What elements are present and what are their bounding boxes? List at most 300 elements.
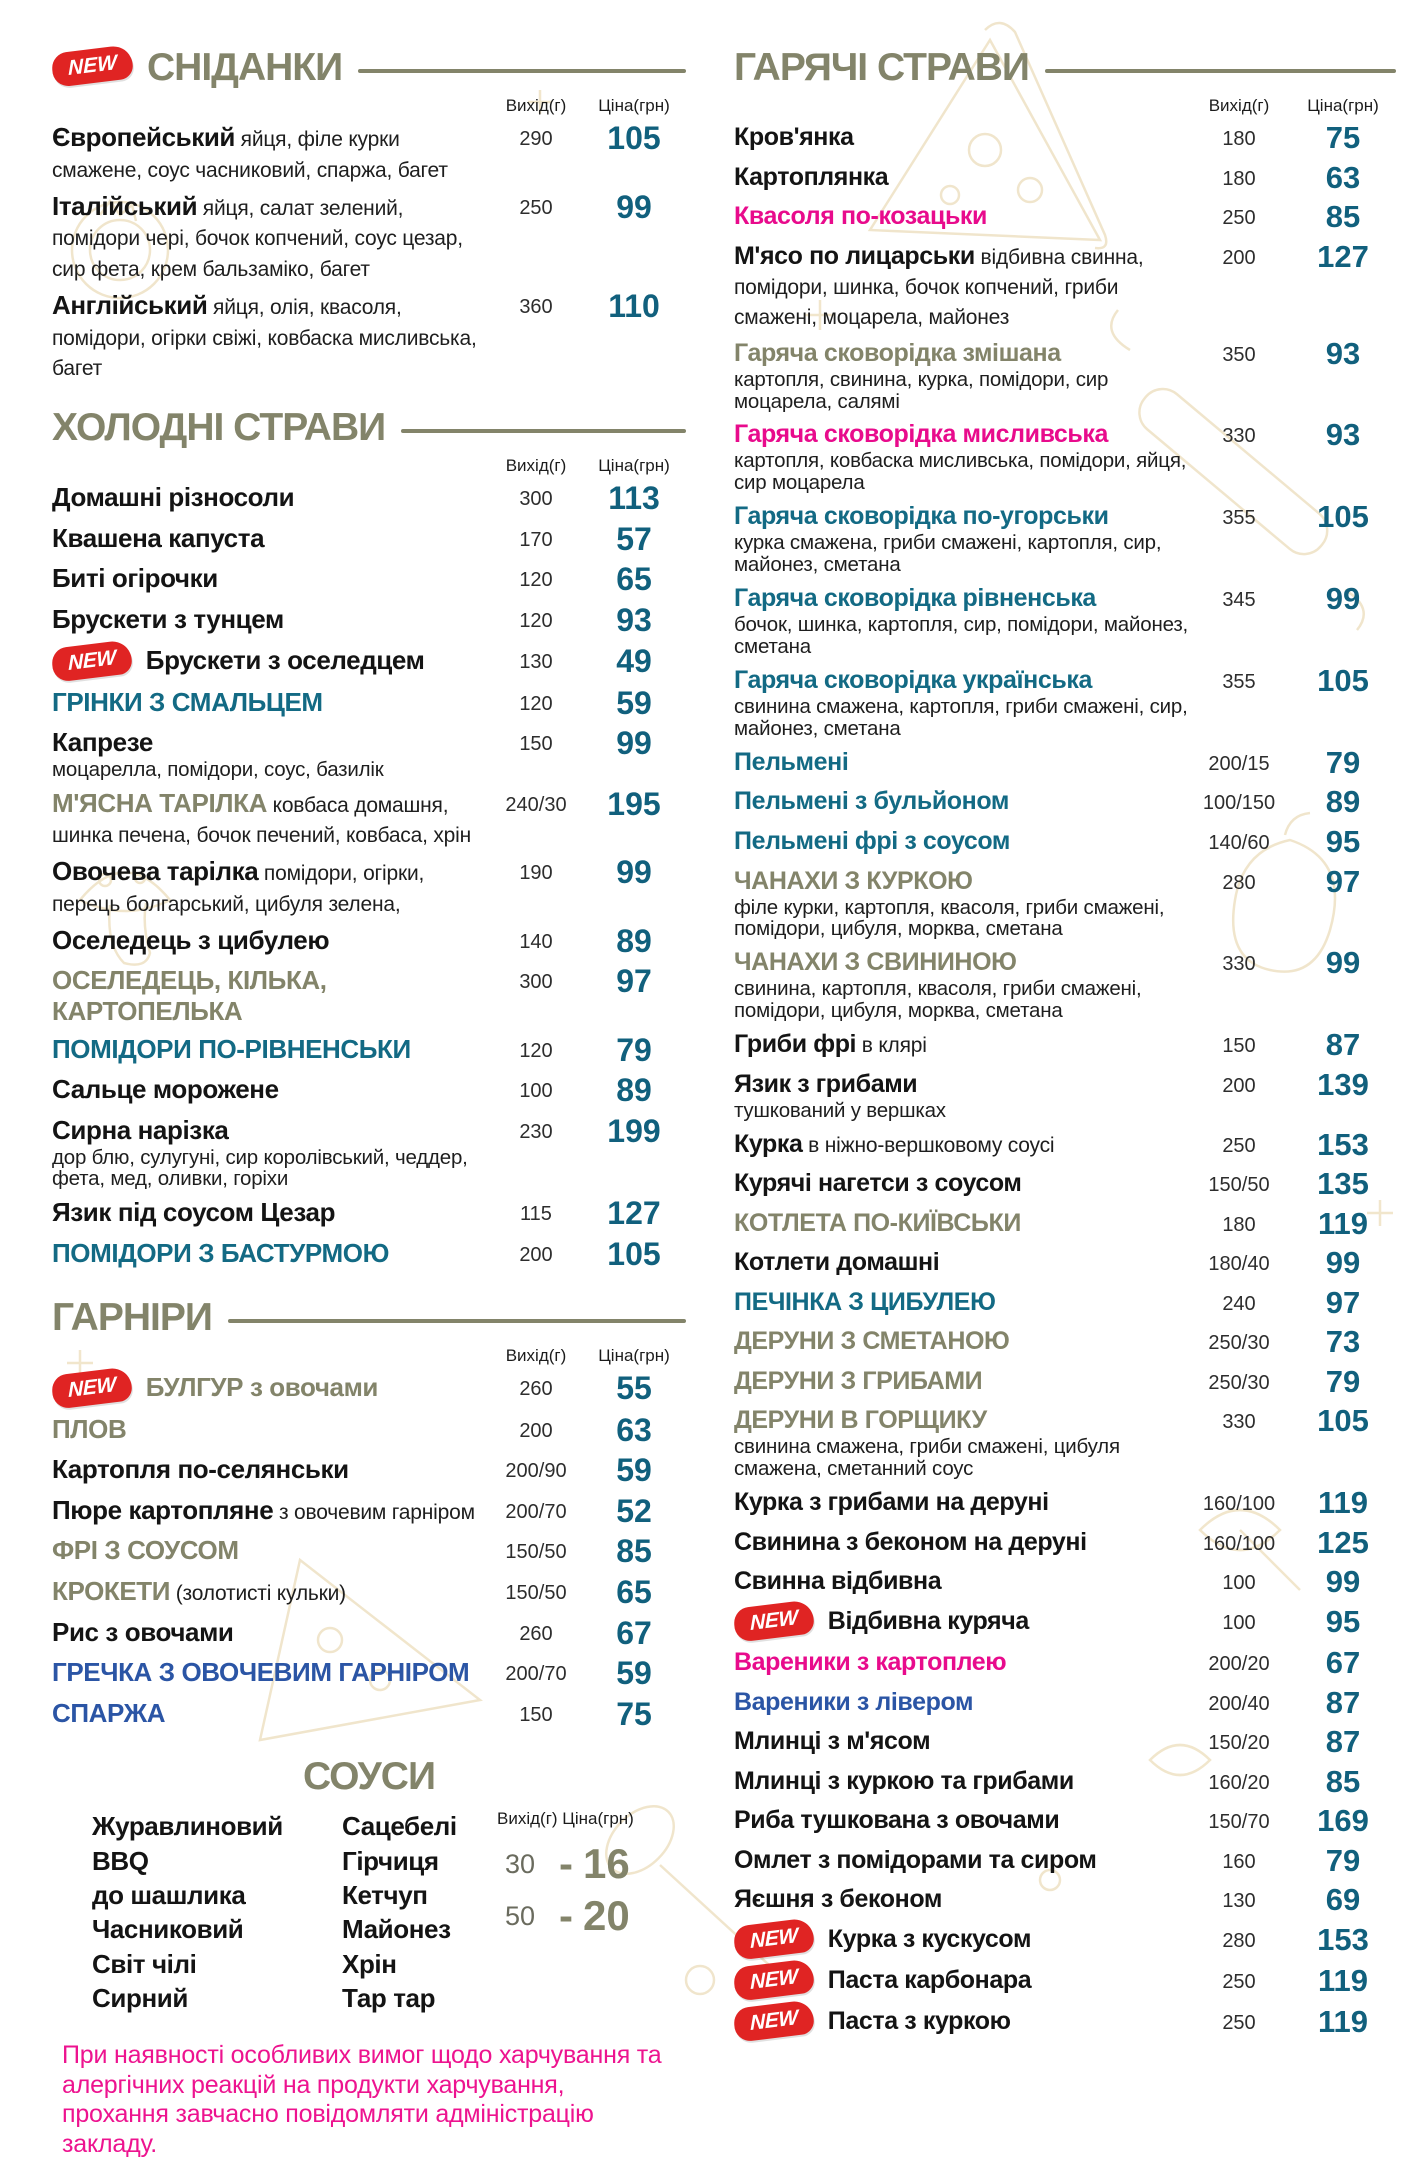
item-title: Пельмені [734, 747, 849, 776]
item-price: 79 [1325, 1842, 1361, 1878]
item-text [52, 1454, 490, 1485]
item-text [52, 1238, 490, 1269]
menu-item-row [734, 1726, 1396, 1759]
item-weight: 120 [519, 1039, 553, 1062]
item-weight: 180 [1222, 128, 1256, 150]
item-title: Оселедець з цибулею [52, 924, 330, 955]
item-title: Паста карбонара [827, 1965, 1032, 1994]
sauce-portion-row [505, 1892, 686, 1940]
item-weight: 330 [1222, 425, 1256, 448]
item-weight: 360 [519, 295, 553, 318]
item-text [52, 1197, 490, 1228]
item-price: 57 [616, 520, 652, 557]
new-badge: NEW [52, 44, 133, 88]
item-price: 52 [616, 1492, 652, 1529]
item-description: яйця, салат зелений, помідори чері, бочок копчений, соус цезар, сир фета, крем бальзаміко, багет [52, 196, 463, 282]
column-labels [52, 96, 686, 116]
item-title: Гаряча сковорідка по-угорськи [734, 502, 1109, 531]
item-text [734, 1766, 1188, 1796]
item-weight: 120 [519, 692, 553, 715]
menu-item-row [52, 1573, 686, 1610]
item-weight: 200/70 [505, 1500, 567, 1523]
item-price: 97 [1325, 1284, 1361, 1320]
item-text [52, 687, 490, 718]
item-text [52, 727, 490, 781]
item-price: 89 [616, 1072, 652, 1109]
section-sauces [52, 1755, 686, 2015]
menu-item-row [52, 1197, 686, 1231]
item-title: Паста з куркою [827, 2006, 1011, 2035]
item-title: ФРІ З СОУСОМ [52, 1535, 239, 1566]
item-description: картопля, свинина, курка, помідори, сир моцарела, салямі [734, 367, 1109, 413]
item-text [734, 1924, 1188, 1958]
item-title: Омлет з помідорами та сиром [734, 1845, 1097, 1874]
menu-item-row [734, 1326, 1396, 1359]
section-breakfast [52, 46, 686, 382]
item-price: 79 [1325, 1363, 1361, 1399]
item-text [734, 747, 1188, 777]
price-column-label: Ціна(грн) [598, 96, 670, 115]
menu-item-row [52, 1235, 686, 1272]
menu-item-row [734, 1126, 1396, 1162]
new-badge: NEW [734, 1958, 814, 2002]
column-labels [52, 456, 686, 476]
item-text [52, 1414, 490, 1445]
item-text [734, 1366, 1188, 1396]
new-badge: NEW [52, 1366, 132, 1410]
item-price: 99 [616, 854, 652, 891]
item-text [734, 1069, 1188, 1122]
item-price: 63 [1325, 159, 1361, 195]
item-price: 65 [616, 561, 652, 598]
item-title: ДЕРУНИ З СМЕТАНОЮ [734, 1327, 1010, 1356]
item-price: 119 [1317, 2003, 1368, 2039]
item-weight: 250 [1222, 2011, 1256, 2034]
item-price: 59 [616, 684, 652, 721]
item-weight: 280 [1222, 871, 1256, 894]
item-title: Відбивна куряча [827, 1606, 1029, 1635]
item-weight: 200/15 [1208, 752, 1270, 775]
item-text [734, 1965, 1188, 1999]
item-title: Свинина з беконом на деруні [734, 1527, 1087, 1556]
menu-item-row [52, 785, 686, 850]
item-price: 79 [616, 1031, 652, 1068]
item-price: 135 [1317, 1166, 1369, 1202]
menu-item-row [734, 583, 1396, 658]
sauce-name: Хрін [342, 1948, 397, 1979]
sauce-name: Майонез [342, 1914, 451, 1945]
item-price: 65 [616, 1573, 652, 1610]
menu-item-row [734, 1363, 1396, 1399]
menu-item-row [52, 287, 686, 382]
item-text [734, 162, 1188, 192]
item-price: 105 [607, 120, 661, 156]
menu-item-row [52, 1454, 686, 1488]
item-title: Англійський [52, 289, 208, 320]
menu-item-row [734, 1763, 1396, 1799]
item-title: КРОКЕТИ [52, 1575, 171, 1606]
item-price: 99 [1325, 1564, 1361, 1600]
item-title: Вареники з лівером [734, 1687, 974, 1716]
item-text [52, 1617, 490, 1648]
menu-item-row [52, 1614, 686, 1651]
item-weight: 200 [1222, 1074, 1256, 1097]
item-title: Кров'янка [734, 123, 854, 151]
item-text [52, 1698, 490, 1729]
item-price: 67 [1325, 1644, 1361, 1680]
item-title: Європейський [52, 122, 236, 152]
item-title: ДЕРУНИ В ГОРЩИКУ [734, 1406, 987, 1435]
item-text [734, 947, 1188, 1022]
portion-price: 20 [583, 1892, 630, 1940]
item-price: 153 [1317, 1921, 1369, 1957]
item-text [52, 122, 490, 184]
sauce-name: до шашлика [92, 1879, 246, 1910]
item-text [734, 122, 1188, 152]
item-text [52, 1034, 490, 1065]
item-weight: 260 [519, 1377, 553, 1400]
item-price: 99 [1325, 945, 1361, 981]
menu-item-row [734, 744, 1396, 780]
item-text [734, 826, 1188, 856]
item-text [52, 563, 490, 594]
item-text [734, 419, 1188, 494]
item-title: Капрезе [52, 727, 153, 758]
item-title: Курячі нагетси з соусом [734, 1169, 1022, 1198]
column-labels [52, 1346, 686, 1366]
menu-item-row [734, 1962, 1396, 1999]
sauce-name: Сацебелі [342, 1811, 457, 1842]
item-weight: 300 [519, 488, 553, 511]
item-text [52, 1657, 490, 1688]
item-price: 75 [616, 1695, 652, 1732]
menu-item-row [734, 786, 1396, 819]
item-title: Пельмені фрі з соусом [734, 826, 1010, 855]
item-price: 95 [1325, 823, 1361, 859]
item-title: Овочева тарілка [52, 856, 259, 887]
item-price: 169 [1317, 1803, 1369, 1839]
item-description: яйця, філе курки смажене, соус часниковий, спаржа, багет [52, 128, 448, 182]
item-weight: 150/50 [1208, 1174, 1270, 1197]
price-column-label: Ціна(грн) [598, 456, 670, 476]
item-text [734, 1287, 1188, 1317]
item-title: Курка [734, 1129, 803, 1158]
item-weight: 115 [520, 1203, 552, 1226]
item-title: Італійський [52, 190, 198, 221]
item-text [52, 925, 490, 956]
item-weight: 240/30 [505, 793, 567, 816]
item-weight: 280 [1222, 1929, 1256, 1952]
item-title: ПЕЧІНКА З ЦИБУЛЕЮ [734, 1287, 996, 1316]
item-text [734, 1326, 1188, 1356]
menu-item-row [52, 1657, 686, 1691]
menu-item-row [734, 1884, 1396, 1917]
portion-dash: - [559, 1892, 574, 1940]
item-text [734, 501, 1188, 576]
new-badge: NEW [734, 1999, 814, 2043]
item-text [52, 1074, 490, 1105]
menu-item-row [52, 1074, 686, 1108]
item-price: 127 [1317, 238, 1369, 274]
item-title: Курка з кускусом [827, 1924, 1032, 1953]
item-title: М'ЯСНА ТАРІЛКА [52, 787, 267, 818]
item-title: Брускети з оселедцем [145, 644, 425, 675]
item-title: ПЛОВ [52, 1413, 127, 1444]
item-text [734, 338, 1188, 413]
section-cold-dishes [52, 406, 686, 1271]
item-weight: 140 [519, 930, 553, 953]
item-text [52, 604, 490, 635]
section-title: СОУСИ [302, 1755, 435, 1799]
item-weight: 160/100 [1202, 1493, 1276, 1516]
item-weight: 180/40 [1208, 1253, 1270, 1276]
portion-weight: 30 [505, 1848, 536, 1879]
menu-item-row [52, 482, 686, 516]
item-weight: 200/20 [1208, 1652, 1270, 1675]
item-price: 99 [1325, 1245, 1361, 1281]
item-price: 55 [616, 1369, 652, 1406]
item-title: Гаряча сковорідка змішана [734, 338, 1061, 367]
item-text [734, 1845, 1188, 1875]
menu-item-row [734, 1644, 1396, 1680]
item-weight: 150 [519, 1703, 553, 1726]
menu-item-row [734, 1487, 1396, 1520]
item-weight: 130 [1222, 1890, 1256, 1913]
item-weight: 330 [1222, 1411, 1256, 1434]
menu-item-row [734, 1168, 1396, 1201]
item-title: Язик під соусом Цезар [52, 1197, 336, 1228]
menu-item-row [52, 188, 686, 283]
item-price: 99 [1325, 581, 1361, 617]
menu-item-row [52, 642, 686, 680]
item-weight: 330 [1222, 953, 1256, 976]
item-title: Квасоля по-козацьки [734, 202, 988, 231]
menu-item-row [734, 1029, 1396, 1062]
item-weight: 150/70 [1208, 1811, 1270, 1834]
item-title: Млинці з куркою та грибами [734, 1766, 1074, 1795]
item-description: тушкований у вершках [734, 1098, 946, 1122]
section-side-dishes [52, 1296, 686, 1732]
item-weight: 150 [519, 733, 553, 756]
item-text [734, 866, 1188, 941]
item-weight: 150 [1222, 1035, 1256, 1058]
header-rule [228, 1319, 686, 1323]
menu-item-row [734, 1921, 1396, 1958]
item-text [734, 665, 1188, 740]
item-title: СПАРЖА [52, 1697, 166, 1728]
item-price: 89 [1325, 784, 1361, 820]
item-weight: 200 [519, 1419, 553, 1442]
left-column [0, 0, 690, 2158]
item-text [734, 1168, 1188, 1198]
item-weight: 160 [1222, 1850, 1256, 1873]
menu-item-row [734, 201, 1396, 234]
section-header [52, 1755, 686, 1799]
sauce-portion-row [505, 1840, 686, 1888]
item-price: 110 [608, 287, 660, 324]
section-hot-dishes [734, 46, 1396, 2040]
item-text [52, 788, 490, 850]
sauce-name: BBQ [92, 1845, 149, 1876]
item-price: 105 [607, 1235, 661, 1272]
item-text [52, 523, 490, 554]
sauce-name: Журавлиновий [92, 1811, 283, 1842]
item-description: ковбаса домашня, шинка печена, бочок печений, ковбаса, хрін [52, 793, 471, 848]
item-text [734, 1726, 1188, 1756]
item-price: 87 [1325, 1724, 1361, 1760]
menu-item-row [734, 419, 1396, 494]
menu-item-row [734, 1205, 1396, 1241]
item-description: відбивна свинна, помідори, шинка, бочок копчений, гриби смажені, моцарела, майонез [734, 245, 1144, 329]
sauce-list-right [302, 1809, 487, 2015]
item-text [52, 1535, 490, 1566]
item-title: ГРІНКИ З СМАЛЬЦЕМ [52, 686, 323, 717]
item-price: 195 [607, 785, 661, 822]
menu-item-row [52, 727, 686, 781]
item-title: Язик з грибами [734, 1069, 918, 1098]
item-description: курка смажена, гриби смажені, картопля, сир, майонез, сметана [734, 531, 1162, 577]
item-description: філе курки, картопля, квасоля, гриби смажені, помідори, цибуля, морква, сметана [734, 895, 1165, 941]
item-price: 127 [607, 1195, 661, 1232]
item-text [52, 1576, 490, 1607]
item-title: Рис з овочами [52, 1616, 234, 1647]
sauce-name: Сирний [92, 1982, 188, 2013]
item-price: 99 [616, 188, 652, 225]
item-title: Картоплянка [734, 162, 889, 191]
item-text [52, 1372, 490, 1407]
item-title: Яєшня з беконом [734, 1885, 942, 1914]
menu-item-row [52, 1492, 686, 1529]
item-title: Вареники з картоплею [734, 1647, 1007, 1676]
menu-item-row [734, 1524, 1396, 1560]
item-title: Гаряча сковорідка мисливська [734, 420, 1109, 449]
weight-column-label: Вихід(г) [505, 96, 567, 115]
item-weight: 170 [519, 528, 553, 551]
item-weight: 100 [1222, 1572, 1256, 1595]
item-title: БУЛГУР з овочами [145, 1371, 379, 1402]
sauce-name: Часниковий [92, 1914, 244, 1945]
menu-item-row [734, 2003, 1396, 2040]
section-title: ГАРНІРИ [52, 1295, 212, 1339]
menu-item-row [52, 520, 686, 557]
item-title: Биті огірочки [52, 563, 218, 594]
item-weight: 150/50 [505, 1541, 567, 1564]
item-description: (золотисті кульки) [170, 1581, 346, 1605]
item-title: ОСЕЛЕДЕЦЬ, КІЛЬКА, КАРТОПЕЛЬКА [52, 965, 327, 1027]
menu-item-row [734, 1805, 1396, 1838]
item-title: Квашена капуста [52, 522, 265, 553]
item-title: КОТЛЕТА ПО-КИЇВСЬКИ [734, 1208, 1021, 1237]
portion-dash: - [559, 1840, 574, 1888]
item-text [734, 241, 1188, 331]
item-description: картопля, ковбаска мисливська, помідори, яйця, сир моцарела [734, 449, 1187, 495]
sauces-body [52, 1809, 686, 2015]
item-weight: 290 [519, 128, 553, 150]
menu-item-row [734, 823, 1396, 859]
item-description: в клярі [856, 1034, 927, 1058]
item-text [734, 1647, 1188, 1677]
item-weight: 130 [519, 650, 553, 673]
item-weight: 120 [519, 569, 553, 592]
menu-item-row [734, 335, 1396, 413]
menu-item-row [734, 122, 1396, 155]
item-weight: 300 [519, 971, 553, 994]
item-text [52, 1495, 490, 1526]
item-text [734, 1405, 1188, 1480]
item-price: 105 [1317, 1403, 1369, 1439]
item-text [52, 290, 490, 382]
menu-item-row [52, 122, 686, 184]
section-header [52, 1296, 686, 1340]
sauce-name: Тар тар [342, 1982, 436, 2013]
item-price: 99 [616, 725, 652, 762]
menu-item-row [734, 1247, 1396, 1280]
item-title: ЧАНАХИ З КУРКОЮ [734, 866, 973, 895]
item-weight: 250/30 [1208, 1332, 1270, 1355]
item-text [52, 965, 490, 1026]
menu-item-row [734, 238, 1396, 331]
section-header [52, 406, 686, 450]
item-weight: 190 [519, 862, 553, 885]
weight-column-label: Вихід(г) [505, 456, 567, 476]
right-column [690, 0, 1422, 2039]
item-title: ПОМІДОРИ З БАСТУРМОЮ [52, 1237, 390, 1268]
item-weight: 150/20 [1208, 1732, 1270, 1755]
item-title: Брускети з тунцем [52, 603, 284, 634]
item-text [734, 1805, 1188, 1835]
item-title: Сальце морожене [52, 1074, 279, 1105]
price-column-label: Ціна(грн) [1307, 96, 1379, 115]
item-description: свинина смажена, гриби смажені, цибуля смажена, сметанний соус [734, 1435, 1120, 1481]
section-header [734, 46, 1396, 90]
item-title: Риба тушкована з овочами [734, 1806, 1060, 1835]
item-text [734, 1527, 1188, 1557]
item-text [52, 191, 490, 283]
section-header [52, 46, 686, 90]
item-weight: 355 [1222, 671, 1256, 694]
item-weight: 200 [519, 1243, 553, 1266]
item-text [734, 786, 1188, 816]
item-weight: 100 [1222, 1611, 1256, 1634]
portion-price: 16 [583, 1840, 630, 1888]
portion-weight: 50 [505, 1900, 536, 1931]
item-text [734, 2006, 1188, 2040]
item-description: свинина, картопля, квасоля, гриби смажені, помідори, цибуля, морква, сметана [734, 977, 1142, 1023]
item-title: ЧАНАХИ З СВИНИНОЮ [734, 948, 1017, 977]
menu-item-row [734, 1405, 1396, 1480]
item-text [734, 1687, 1188, 1717]
item-title: Млинці з м'ясом [734, 1727, 931, 1756]
item-text [734, 1129, 1188, 1159]
item-title: Гаряча сковорідка рівненська [734, 584, 1096, 613]
item-price: 97 [616, 963, 652, 1000]
item-price: 93 [616, 601, 652, 638]
item-text [734, 1487, 1188, 1517]
item-text [734, 1247, 1188, 1277]
menu-item-row [734, 1842, 1396, 1878]
menu-item-row [52, 1369, 686, 1407]
price-column-label: Ціна(грн) [598, 1345, 670, 1365]
menu-item-row [52, 856, 686, 918]
item-weight: 345 [1222, 589, 1256, 612]
item-price: 93 [1325, 335, 1361, 371]
item-description: моцарелла, помідори, соус, базилік [52, 757, 384, 781]
item-weight: 150/50 [505, 1581, 567, 1604]
item-price: 63 [616, 1411, 652, 1448]
item-price: 67 [616, 1614, 652, 1651]
item-weight: 250 [1222, 1134, 1256, 1157]
item-price: 153 [1317, 1126, 1369, 1162]
